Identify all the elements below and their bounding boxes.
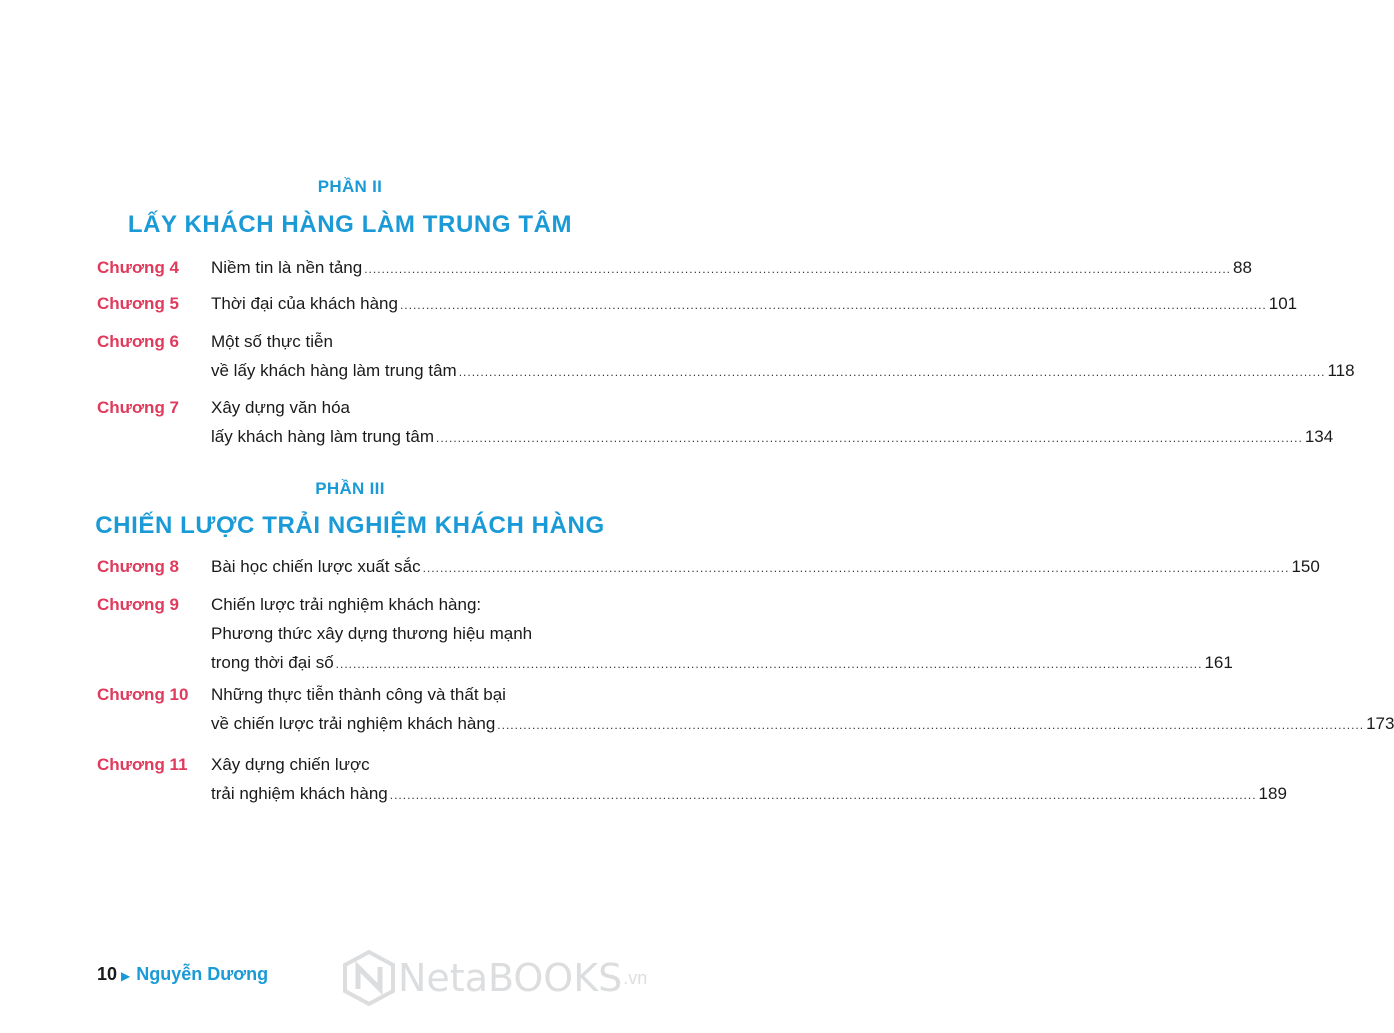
page-ref: 173: [1366, 714, 1394, 733]
page-ref: 101: [1268, 294, 1298, 313]
chapter-label: Chương 11: [97, 755, 188, 774]
chapter-label: Chương 4: [97, 258, 180, 277]
chapter-label: Chương 10: [97, 685, 189, 704]
toc-title-line: Một số thực tiễn: [211, 332, 333, 351]
toc-line-with-page: [211, 361, 1355, 382]
dot-leader: ........................................................................................................................................................................................................: [422, 561, 1290, 575]
watermark: [340, 948, 680, 1008]
page-ref: 134: [1304, 427, 1334, 446]
page-footer: [97, 964, 268, 985]
chapter-title-text: Thời đại của khách hàng: [211, 294, 398, 313]
dot-leader: ........................................................................................................................................................................................................: [364, 262, 1231, 276]
part-title: LẤY KHÁCH HÀNG LÀM TRUNG TÂM: [127, 211, 573, 238]
page-ref: 161: [1204, 653, 1233, 672]
toc-line-with-page: [211, 653, 1233, 674]
dot-leader: ........................................................................................................................................................................................................: [497, 718, 1365, 732]
chapter-title-text: trải nghiệm khách hàng: [211, 784, 388, 803]
chapter-title-text: Bài học chiến lược xuất sắc: [211, 557, 421, 576]
dot-leader: ........................................................................................................................................................................................................: [389, 788, 1257, 802]
dot-leader: ........................................................................................................................................................................................................: [399, 298, 1267, 312]
author-name: Nguyễn Dương: [136, 964, 269, 984]
chapter-label: Chương 5: [97, 294, 180, 313]
toc-line-with-page: [211, 294, 1298, 315]
chapter-title-text: Niềm tin là nền tảng: [211, 258, 363, 277]
dot-leader: ........................................................................................................................................................................................................: [436, 431, 1303, 445]
toc-line-with-page: [211, 427, 1334, 448]
page-ref: 118: [1327, 361, 1355, 380]
chapter-title-text: lấy khách hàng làm trung tâm: [211, 427, 435, 446]
chapter-label: Chương 8: [97, 557, 180, 576]
dot-leader: ........................................................................................................................................................................................................: [458, 365, 1326, 379]
toc-title-line: Những thực tiễn thành công và thất bại: [211, 685, 506, 704]
toc-title-line: Phương thức xây dựng thương hiệu mạnh: [211, 624, 533, 643]
watermark-brand: NetaBOOKS: [398, 956, 623, 1000]
toc-line-with-page: [211, 258, 1252, 279]
dot-leader: ........................................................................................................................................................................................................: [335, 657, 1203, 671]
netabooks-logo-icon: [340, 949, 398, 1007]
chapter-title-text: trong thời đại số: [211, 653, 334, 672]
chapter-title-text: về lấy khách hàng làm trung tâm: [211, 361, 457, 380]
part-label: PHẦN II: [317, 177, 383, 196]
toc-title-line: Xây dựng chiến lược: [211, 755, 370, 774]
chapter-label: Chương 6: [97, 332, 180, 351]
page-number: 10: [97, 964, 118, 984]
watermark-suffix: .vn: [623, 967, 648, 988]
toc-title-line: Chiến lược trải nghiệm khách hàng:: [211, 595, 482, 614]
chapter-label: Chương 7: [97, 398, 180, 417]
page-ref: 150: [1291, 557, 1320, 576]
triangle-right-icon: ▶: [121, 969, 131, 983]
part-title: CHIẾN LƯỢC TRẢI NGHIỆM KHÁCH HÀNG: [95, 512, 605, 539]
toc-line-with-page: [211, 714, 1394, 735]
toc-title-line: Xây dựng văn hóa: [211, 398, 350, 417]
page-ref: 88: [1233, 258, 1252, 277]
chapter-title-text: về chiến lược trải nghiệm khách hàng: [211, 714, 496, 733]
toc-line-with-page: [211, 784, 1287, 805]
page-ref: 189: [1258, 784, 1287, 803]
toc-line-with-page: [211, 557, 1320, 578]
part-label: PHẦN III: [315, 479, 385, 498]
chapter-label: Chương 9: [97, 595, 180, 614]
